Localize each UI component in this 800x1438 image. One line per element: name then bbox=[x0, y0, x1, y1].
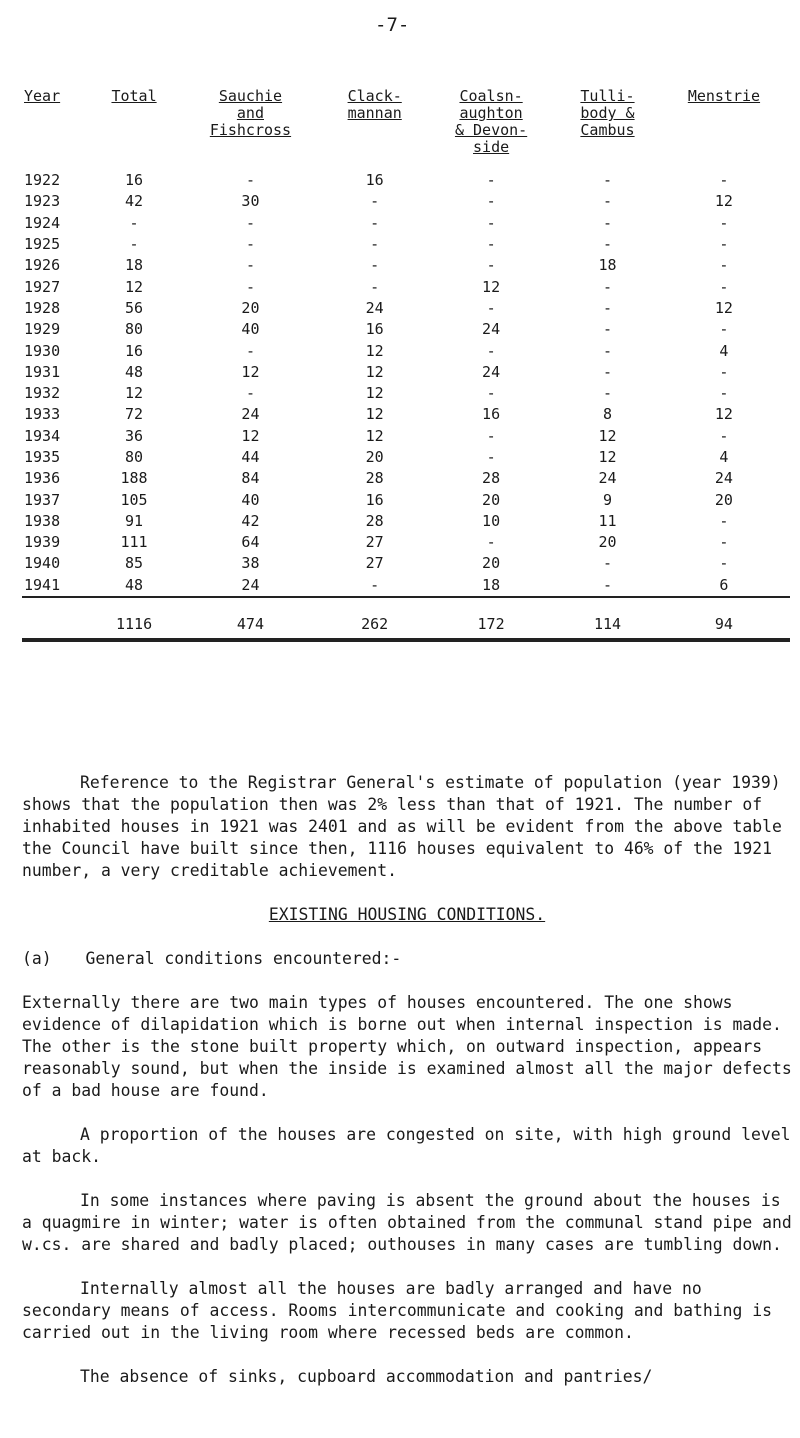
table-cell: - bbox=[370, 235, 380, 254]
table-row bbox=[22, 489, 790, 510]
year-cell: 1928 bbox=[24, 298, 61, 317]
year-cell: 1922 bbox=[24, 171, 61, 190]
body-text bbox=[22, 772, 792, 1388]
table-cell: 12 bbox=[241, 426, 260, 445]
paragraph-sinks: The absence of sinks, cupboard accommodation and pantries/ bbox=[80, 1367, 653, 1386]
paragraph-paving: In some instances where paving is absent the ground about the houses is a quagmire in winter; water is often obtained from the communal stand pipe and w.cs. are shared and badly placed; outhouses in many cases are tumbling down. bbox=[22, 1191, 792, 1254]
header-menstrie bbox=[658, 88, 790, 170]
table-cell: - bbox=[719, 426, 729, 445]
header-clackmannan bbox=[324, 88, 425, 170]
table-cell: - bbox=[602, 362, 612, 381]
table-cell: 24 bbox=[177, 575, 325, 597]
table-cell: 27 bbox=[365, 554, 384, 573]
header-line: and bbox=[236, 104, 264, 122]
total-cell bbox=[22, 612, 91, 640]
total-cell: 262 bbox=[324, 612, 425, 640]
year-cell: 1927 bbox=[24, 277, 61, 296]
year-cell: 1940 bbox=[24, 554, 61, 573]
header-line: body & bbox=[580, 104, 635, 122]
table-cell: - bbox=[719, 213, 729, 232]
year-cell: 1926 bbox=[24, 256, 61, 275]
table-cell: 24 bbox=[482, 320, 501, 339]
table-cell: - bbox=[719, 533, 729, 552]
table-cell: 12 bbox=[365, 362, 384, 381]
table-cell: - bbox=[245, 341, 255, 360]
table-row bbox=[22, 340, 790, 361]
table-body bbox=[22, 170, 790, 640]
year-cell: 1938 bbox=[24, 511, 61, 530]
table-cell: - bbox=[486, 341, 496, 360]
table-row bbox=[22, 234, 790, 255]
year-cell: 1937 bbox=[24, 490, 61, 509]
header-line: Year bbox=[24, 87, 61, 105]
table-cell: - bbox=[486, 448, 496, 466]
table-cell: 16 bbox=[365, 171, 384, 190]
table-cell: 4 bbox=[719, 448, 729, 466]
table-cell: 20 bbox=[714, 490, 733, 509]
table-cell: 16 bbox=[125, 171, 144, 190]
table-cell: 12 bbox=[125, 384, 144, 403]
header-line: Cambus bbox=[580, 121, 635, 139]
header-line: Coalsn- bbox=[459, 87, 523, 105]
table-cell: - bbox=[602, 213, 612, 232]
table-cell: 36 bbox=[125, 426, 144, 445]
table-cell: 12 bbox=[365, 384, 384, 403]
year-cell: 1925 bbox=[24, 235, 61, 254]
year-cell: 1924 bbox=[24, 213, 61, 232]
table-row bbox=[22, 170, 790, 191]
table-cell: - bbox=[602, 192, 612, 211]
section-heading: EXISTING HOUSING CONDITIONS. bbox=[268, 905, 546, 924]
total-cell: 114 bbox=[557, 612, 658, 640]
page-number: -7- bbox=[375, 14, 410, 36]
table-cell: 20 bbox=[598, 533, 617, 552]
table-row bbox=[22, 191, 790, 212]
table-cell: - bbox=[486, 384, 496, 403]
table-cell: 12 bbox=[714, 192, 733, 211]
year-cell: 1939 bbox=[24, 533, 61, 552]
table-cell: - bbox=[719, 235, 729, 254]
table-cell: - bbox=[245, 256, 255, 275]
table-cell: 80 bbox=[125, 320, 144, 339]
table-cell: 28 bbox=[365, 469, 384, 488]
table-cell: 20 bbox=[482, 554, 501, 573]
table-cell: - bbox=[719, 362, 729, 381]
table-cell: - bbox=[486, 171, 496, 190]
table-cell: 42 bbox=[125, 192, 144, 211]
table-cell: - bbox=[486, 213, 496, 232]
table-header-row bbox=[22, 88, 790, 170]
table-cell: - bbox=[245, 384, 255, 403]
header-line: Tulli- bbox=[580, 87, 635, 105]
table-cell: 12 bbox=[365, 405, 384, 424]
total-cell: 172 bbox=[425, 612, 557, 640]
table-cell: 16 bbox=[365, 490, 384, 509]
table-cell: - bbox=[129, 235, 139, 254]
table-row bbox=[22, 468, 790, 489]
table-cell: - bbox=[719, 171, 729, 190]
table-cell: - bbox=[370, 213, 380, 232]
table-row bbox=[22, 511, 790, 532]
header-tullibody bbox=[557, 88, 658, 170]
year-cell: 1933 bbox=[24, 405, 61, 424]
total-cell: 474 bbox=[177, 612, 325, 640]
table-cell: 30 bbox=[241, 192, 260, 211]
table-cell: 12 bbox=[241, 362, 260, 381]
header-line: Total bbox=[111, 87, 157, 105]
table-row bbox=[22, 276, 790, 297]
header-year bbox=[22, 88, 91, 170]
table-cell: - bbox=[602, 277, 612, 296]
table-cell: 12 bbox=[125, 277, 144, 296]
table-cell: - bbox=[719, 554, 729, 573]
table-cell: 24 bbox=[598, 469, 617, 488]
table-cell: 10 bbox=[482, 511, 501, 530]
table-cell: 80 bbox=[125, 448, 144, 466]
table-cell: 64 bbox=[241, 533, 260, 552]
year-cell: 1936 bbox=[24, 469, 61, 488]
table-cell: 48 bbox=[91, 575, 176, 597]
paragraph-external: Externally there are two main types of houses encountered. The one shows evidence of dilapidation which is borne out when internal inspection is made. The other is the stone built property which, on outward inspection, appears reasonably sound, but when the inside is examined almost all the major defects of a bad house are found. bbox=[22, 993, 792, 1100]
table-cell: - bbox=[370, 192, 380, 211]
table-row bbox=[22, 213, 790, 234]
table-cell: - bbox=[486, 533, 496, 552]
table-row bbox=[22, 553, 790, 574]
header-coalsnaughton bbox=[425, 88, 557, 170]
table-cell: 105 bbox=[120, 490, 148, 509]
subsection-title: General conditions encountered:- bbox=[85, 949, 402, 968]
table-cell: - bbox=[719, 384, 729, 403]
table-cell: - bbox=[602, 320, 612, 339]
table-cell: 12 bbox=[598, 426, 617, 445]
table-cell: 12 bbox=[598, 448, 617, 466]
table-cell: 20 bbox=[482, 490, 501, 509]
table-row bbox=[22, 532, 790, 553]
table-cell: - bbox=[602, 235, 612, 254]
year-cell: 1931 bbox=[24, 362, 61, 381]
table-cell: - bbox=[370, 277, 380, 296]
header-line: mannan bbox=[347, 104, 402, 122]
year-cell: 1923 bbox=[24, 192, 61, 211]
table-cell: - bbox=[486, 235, 496, 254]
table-row bbox=[22, 383, 790, 404]
table-row bbox=[22, 298, 790, 319]
table-cell: 24 bbox=[482, 362, 501, 381]
table-cell: 24 bbox=[714, 469, 733, 488]
table-cell: 8 bbox=[602, 405, 612, 424]
totals-row bbox=[22, 612, 790, 640]
table-cell: 56 bbox=[125, 298, 144, 317]
table-cell: - bbox=[486, 298, 496, 317]
table-cell: 24 bbox=[365, 298, 384, 317]
table-cell: 6 bbox=[658, 575, 790, 597]
table-cell: 20 bbox=[365, 448, 384, 466]
header-line: Menstrie bbox=[687, 87, 761, 105]
table-row bbox=[22, 447, 790, 468]
subsection-label: (a) bbox=[22, 949, 52, 968]
housing-table bbox=[22, 88, 790, 642]
table-cell: - bbox=[602, 384, 612, 403]
table-cell: 111 bbox=[120, 533, 148, 552]
table-cell: 16 bbox=[482, 405, 501, 424]
table-cell: 84 bbox=[241, 469, 260, 488]
table-cell: 16 bbox=[365, 320, 384, 339]
header-line: & Devon- bbox=[454, 121, 528, 139]
table-cell: - bbox=[602, 341, 612, 360]
table-cell: 12 bbox=[365, 341, 384, 360]
table-row bbox=[22, 575, 790, 597]
table-cell: 48 bbox=[125, 362, 144, 381]
year-cell: 1930 bbox=[24, 341, 61, 360]
table-cell: - bbox=[245, 235, 255, 254]
table-cell: 28 bbox=[482, 469, 501, 488]
table-cell: 11 bbox=[598, 511, 617, 530]
table-cell: 85 bbox=[125, 554, 144, 573]
subsection-line bbox=[22, 948, 792, 970]
header-line: Fishcross bbox=[209, 121, 292, 139]
paragraph-internal: Internally almost all the houses are badly arranged and have no secondary means of access. Rooms intercommunicate and cooking and bathing is carried out in the living room where recessed beds are common. bbox=[22, 1279, 772, 1342]
table-cell: - bbox=[602, 298, 612, 317]
table-cell: 27 bbox=[365, 533, 384, 552]
reference-paragraph: Reference to the Registrar General's estimate of population (year 1939) shows that the population then was 2% less than that of 1921. The number of inhabited houses in 1921 was 2401 and as will be evident from the above table the Council have built since then, 1116 houses equivalent to 46% of the 1921 number, a very creditable achievement. bbox=[22, 773, 782, 880]
table-cell: - bbox=[245, 213, 255, 232]
table-cell: 12 bbox=[365, 426, 384, 445]
header-sauchie bbox=[177, 88, 325, 170]
total-cell: 94 bbox=[658, 612, 790, 640]
table-cell: 12 bbox=[482, 277, 501, 296]
table-cell: - bbox=[602, 554, 612, 573]
table-cell: 9 bbox=[602, 490, 612, 509]
table-cell: - bbox=[557, 575, 658, 597]
table-cell: 20 bbox=[241, 298, 260, 317]
year-cell: 1932 bbox=[24, 384, 61, 403]
table-cell: 4 bbox=[719, 341, 729, 360]
header-line: Sauchie bbox=[218, 87, 283, 105]
paragraph-congested: A proportion of the houses are congested on site, with high ground level at back. bbox=[22, 1125, 791, 1166]
table-cell: 40 bbox=[241, 490, 260, 509]
table-row bbox=[22, 426, 790, 447]
table-cell: 18 bbox=[425, 575, 557, 597]
table-cell: 40 bbox=[241, 320, 260, 339]
header-total bbox=[91, 88, 176, 170]
table-cell: - bbox=[486, 426, 496, 445]
table-cell: - bbox=[719, 511, 729, 530]
table-cell: 12 bbox=[714, 405, 733, 424]
year-cell: 1935 bbox=[24, 448, 61, 466]
table-row bbox=[22, 362, 790, 383]
spacer-row bbox=[22, 597, 790, 612]
table-row bbox=[22, 255, 790, 276]
table-cell: - bbox=[719, 277, 729, 296]
table-row bbox=[22, 319, 790, 340]
header-line: aughton bbox=[459, 104, 523, 122]
table-cell: - bbox=[129, 213, 139, 232]
year-cell: 1929 bbox=[24, 320, 61, 339]
table-cell: 44 bbox=[241, 448, 260, 466]
table-cell: - bbox=[486, 256, 496, 275]
table-cell: - bbox=[719, 320, 729, 339]
table-cell: 24 bbox=[241, 405, 260, 424]
table-cell: - bbox=[486, 192, 496, 211]
table-cell: - bbox=[719, 256, 729, 275]
table-cell: 188 bbox=[120, 469, 148, 488]
table-cell: - bbox=[245, 171, 255, 190]
table-cell: 42 bbox=[241, 511, 260, 530]
table-cell: - bbox=[602, 171, 612, 190]
total-cell: 1116 bbox=[91, 612, 176, 640]
header-line: Clack- bbox=[347, 87, 402, 105]
year-cell: 1934 bbox=[24, 426, 61, 445]
table-cell: 12 bbox=[714, 298, 733, 317]
table-cell: - bbox=[245, 277, 255, 296]
table-cell: 38 bbox=[241, 554, 260, 573]
header-line: side bbox=[473, 138, 510, 156]
table-cell: 91 bbox=[125, 511, 144, 530]
table-cell: 28 bbox=[365, 511, 384, 530]
table-cell: 72 bbox=[125, 405, 144, 424]
table-cell: 16 bbox=[125, 341, 144, 360]
year-cell: 1941 bbox=[22, 575, 91, 597]
table-cell: - bbox=[370, 256, 380, 275]
table-cell: 18 bbox=[125, 256, 144, 275]
table-row bbox=[22, 404, 790, 425]
table-cell: - bbox=[324, 575, 425, 597]
table-cell: 18 bbox=[598, 256, 617, 275]
